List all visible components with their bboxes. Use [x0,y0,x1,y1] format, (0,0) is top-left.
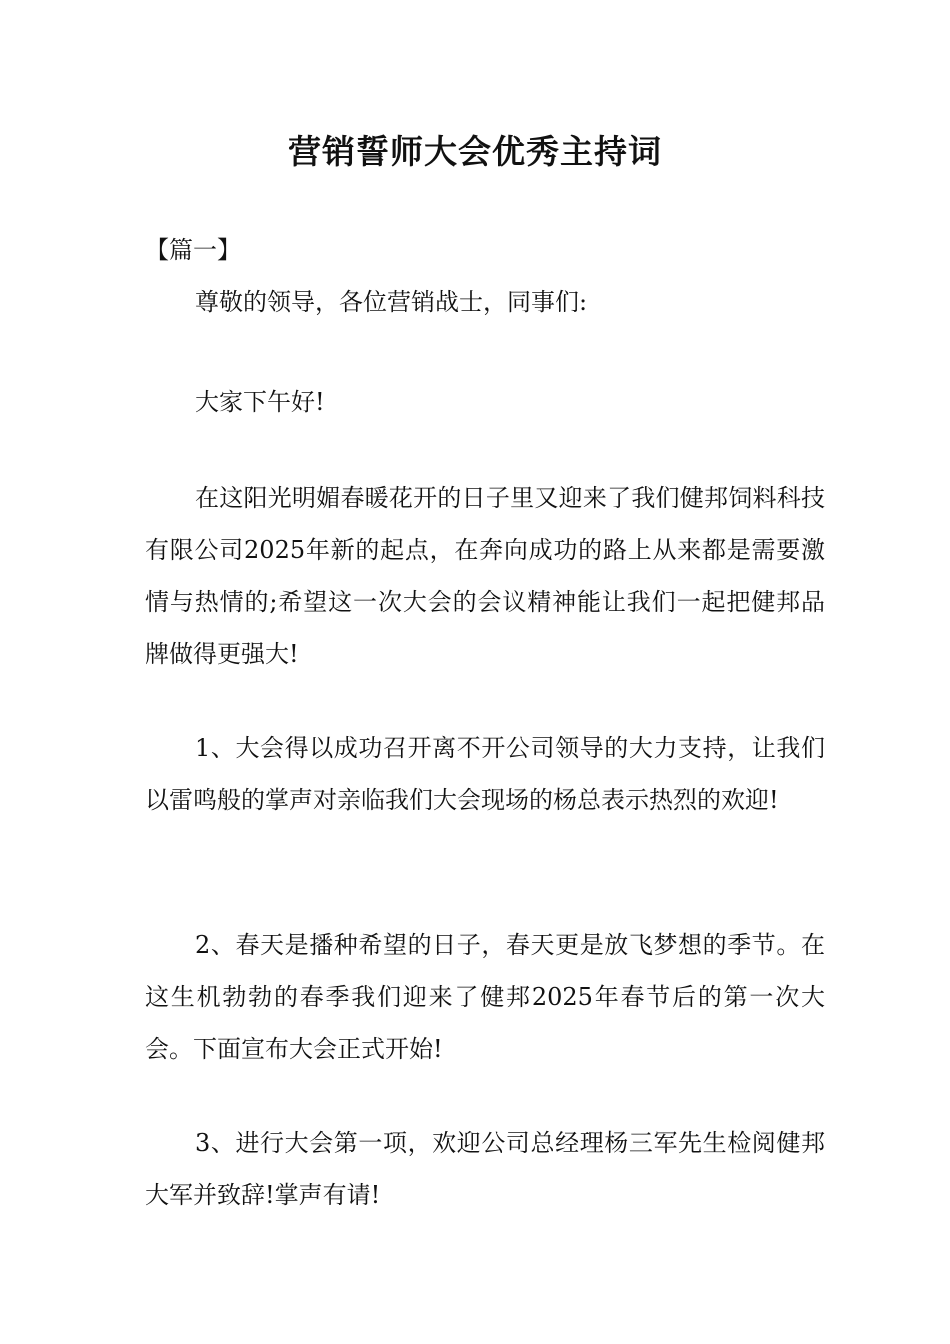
greeting-paragraph: 尊敬的领导，各位营销战士，同事们: [195,288,588,316]
agenda-item-1: 1、大会得以成功召开离不开公司领导的大力支持，让我们以雷鸣般的掌声对亲临我们大会现场的杨总表示热烈的欢迎! [145,734,825,814]
agenda-item-2: 2、春天是播种希望的日子，春天更是放飞梦想的季节。在这生机勃勃的春季我们迎来了健邦2025年春节后的第一次大会。下面宣布大会正式开始! [145,931,825,1063]
agenda-item-3: 3、进行大会第一项，欢迎公司总经理杨三军先生检阅健邦大军并致辞!掌声有请! [145,1129,825,1209]
salutation-paragraph: 大家下午好! [195,388,325,416]
opening-paragraph: 在这阳光明媚春暖花开的日子里又迎来了我们健邦饲料科技有限公司2025年新的起点，在奔向成功的路上从来都是需要激情与热情的;希望这一次大会的会议精神能让我们一起把健邦品牌做得更强大! [145,484,825,668]
section-label: 【篇一】 [145,236,241,264]
document-title: 营销誓师大会优秀主持词 [288,132,662,171]
